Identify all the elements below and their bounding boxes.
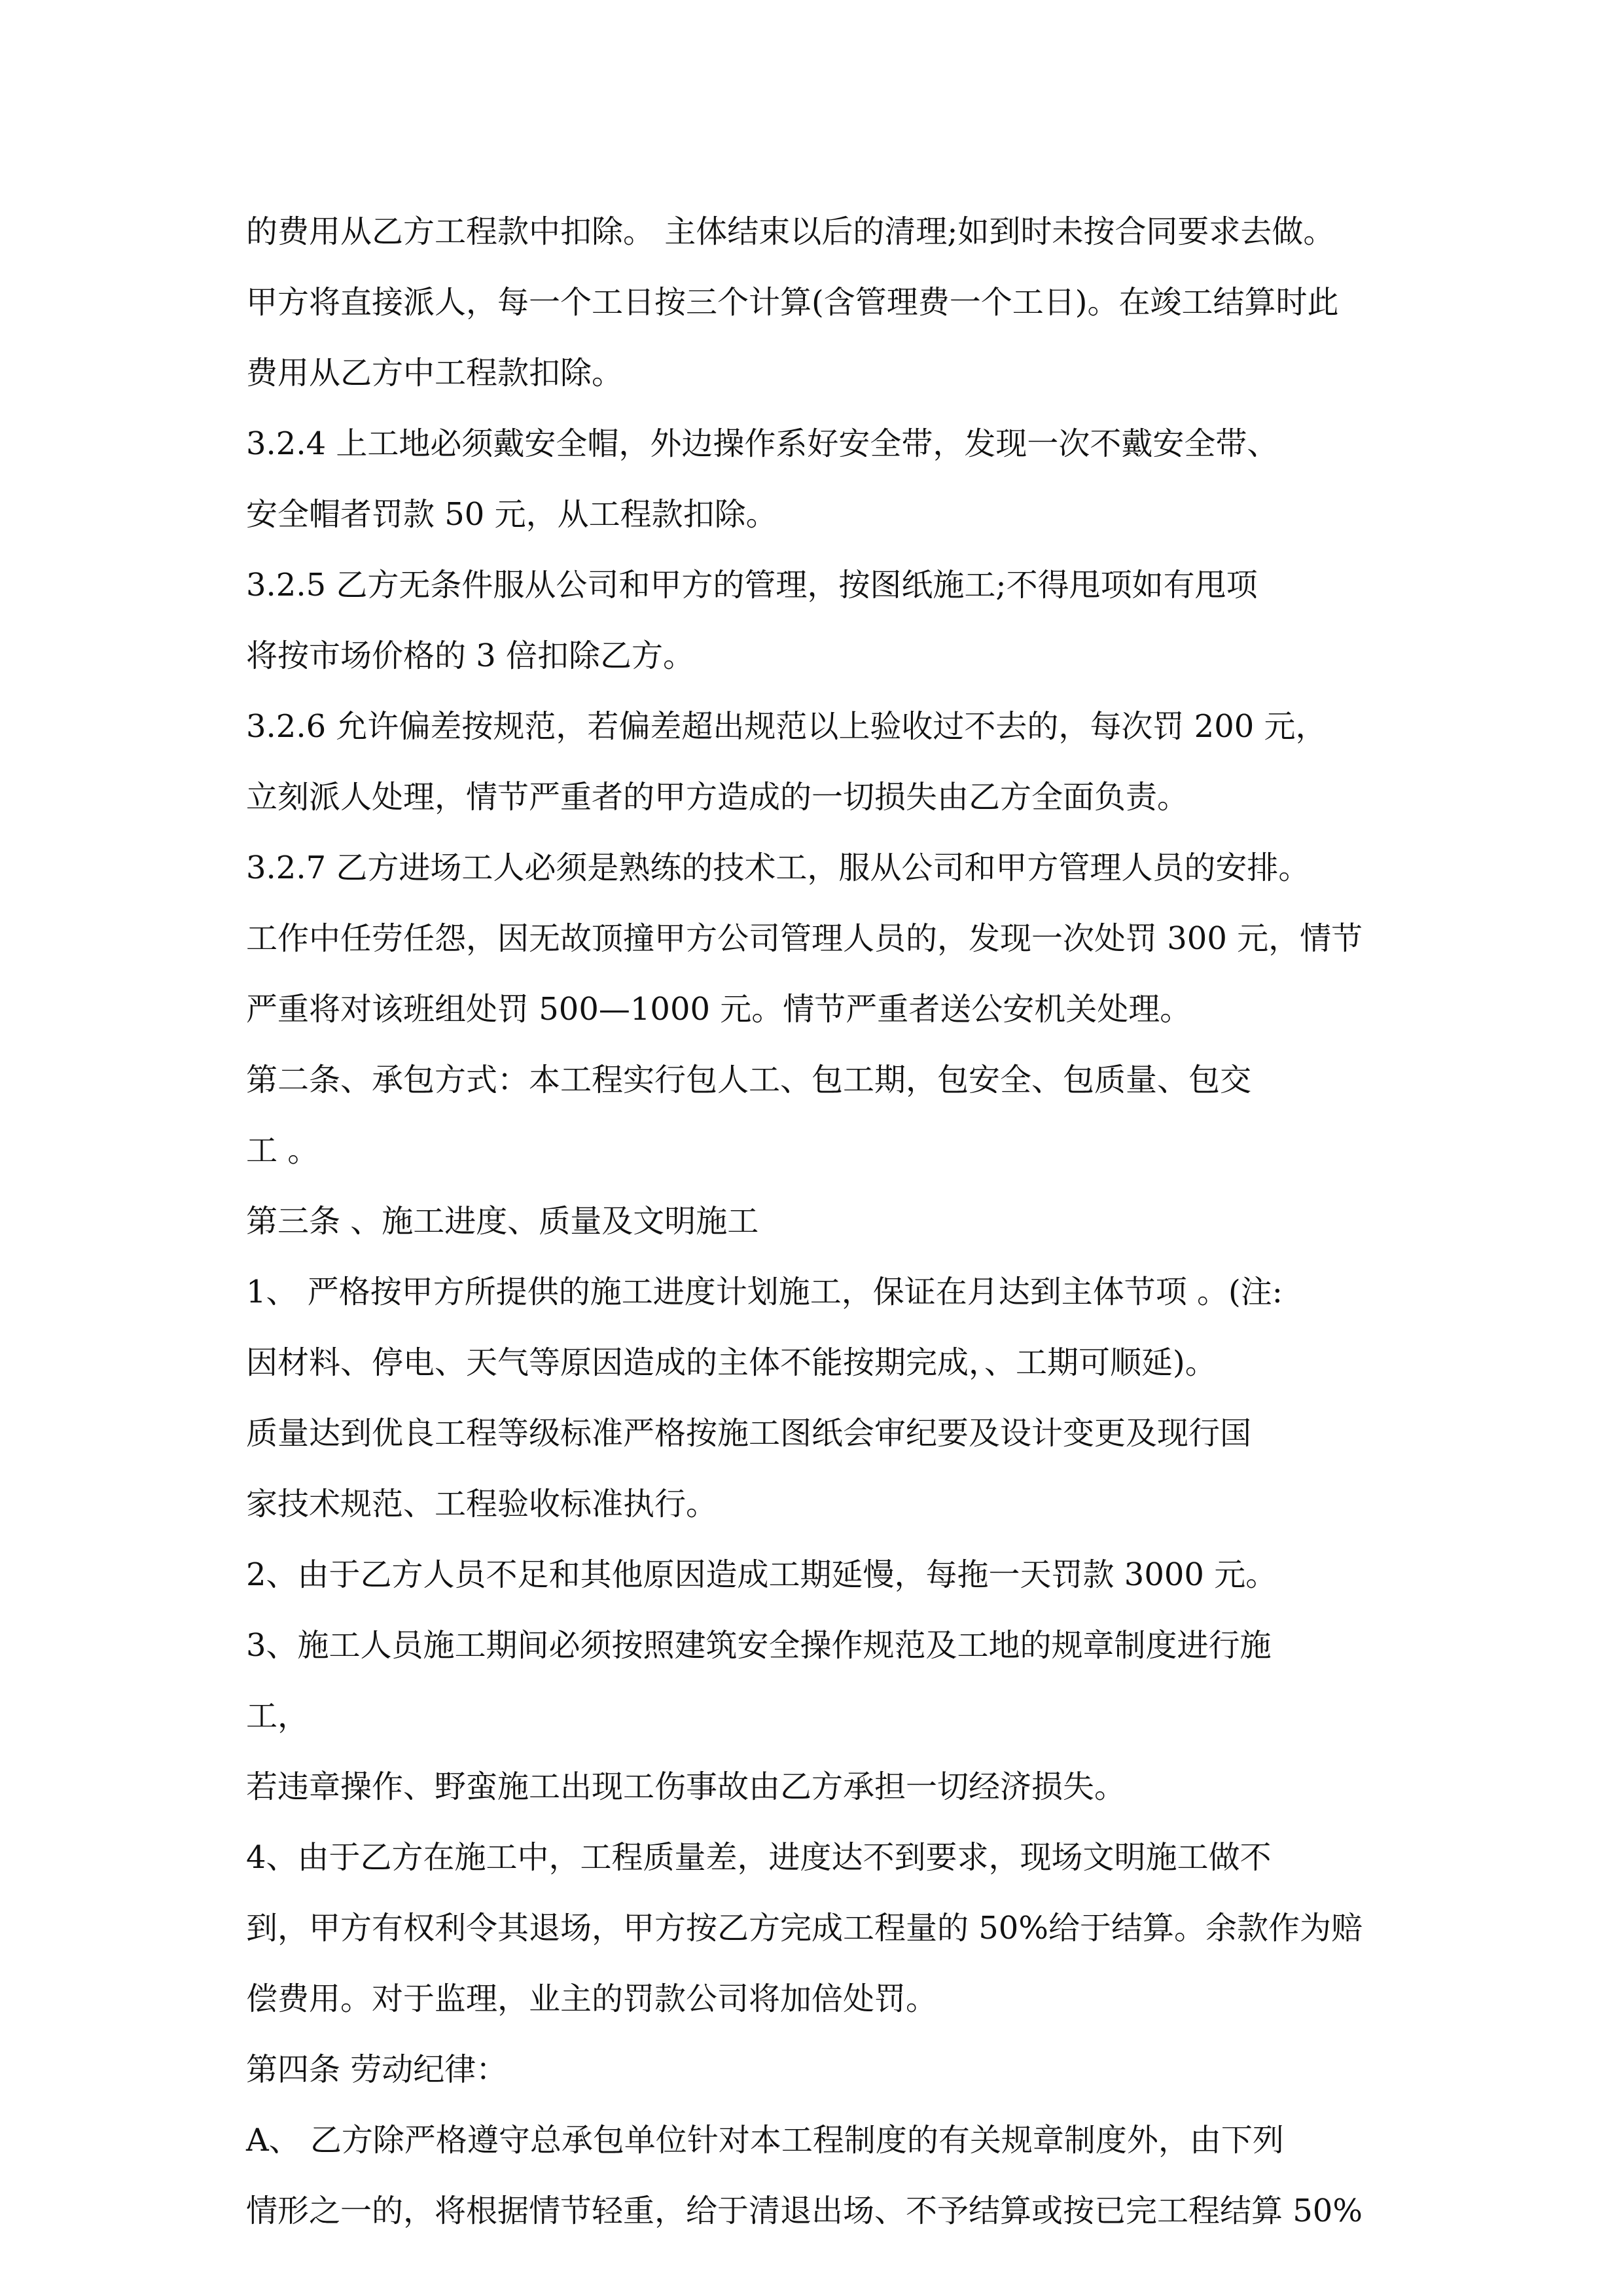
text-line: 立刻派人处理，情节严重者的甲方造成的一切损失由乙方全面负责。 bbox=[246, 779, 1189, 816]
text-line: 的费用从乙方工程款中扣除。 主体结束以后的清理;如到时未按合同要求去做。 bbox=[246, 213, 1335, 250]
text-line: 3.2.4 上工地必须戴安全帽，外边操作系好安全带，发现一次不戴安全带、 bbox=[246, 425, 1279, 462]
text-line: 费用从乙方中工程款扣除。 bbox=[246, 355, 624, 391]
document-body bbox=[246, 196, 1411, 2246]
text-line: 甲方将直接派人，每一个工日按三个计算(含管理费一个工日)。在竣工结算时此 bbox=[246, 284, 1339, 321]
text-line: 3.2.5 乙方无条件服从公司和甲方的管理，按图纸施工;不得甩项如有甩项 bbox=[246, 567, 1258, 603]
text-line: 工， bbox=[246, 1698, 310, 1734]
text-line: 安全帽者罚款 50 元，从工程款扣除。 bbox=[246, 496, 777, 533]
text-line: 家技术规范、工程验收标准执行。 bbox=[246, 1486, 718, 1522]
text-line: 1、 严格按甲方所提供的施工进度计划施工，保证在月达到主体节项 。(注: bbox=[246, 1274, 1283, 1310]
text-line: 若违章操作、野蛮施工出现工伤事故由乙方承担一切经济损失。 bbox=[246, 1768, 1126, 1805]
text-line: 3.2.6 允许偏差按规范，若偏差超出规范以上验收过不去的，每次罚 200 元， bbox=[246, 708, 1327, 745]
text-line: 3.2.7 乙方进场工人必须是熟练的技术工，服从公司和甲方管理人员的安排。 bbox=[246, 850, 1310, 886]
text-line: 2、由于乙方人员不足和其他原因造成工期延慢，每拖一天罚款 3000 元。 bbox=[246, 1556, 1277, 1593]
text-line: 严重将对该班组处罚 500—1000 元。情节严重者送公安机关处理。 bbox=[246, 991, 1192, 1028]
text-line: 到，甲方有权利令其退场，甲方按乙方完成工程量的 50%给于结算。余款作为赔 bbox=[246, 1910, 1363, 1946]
text-line: 偿费用。对于监理，业主的罚款公司将加倍处罚。 bbox=[246, 1981, 938, 2017]
text-line: 因材料、停电、天气等原因造成的主体不能按期完成，、工期可顺延)。 bbox=[246, 1344, 1217, 1381]
text-line: 将按市场价格的 3 倍扣除乙方。 bbox=[246, 637, 695, 674]
text-line: 质量达到优良工程等级标准严格按施工图纸会审纪要及设计变更及现行国 bbox=[246, 1415, 1252, 1452]
text-line: 工 。 bbox=[246, 1132, 319, 1169]
text-line: 工作中任劳任怨，因无故顶撞甲方公司管理人员的，发现一次处罚 300 元，情节 bbox=[246, 920, 1363, 957]
text-line: 4、由于乙方在施工中，工程质量差，进度达不到要求，现场文明施工做不 bbox=[246, 1839, 1272, 1876]
text-line: 第二条、承包方式：本工程实行包人工、包工期，包安全、包质量、包交 bbox=[246, 1062, 1252, 1098]
text-line: 第四条 劳动纪律： bbox=[246, 2051, 508, 2088]
text-line: 情形之一的，将根据情节轻重，给于清退出场、不予结算或按已完工程结算 50% bbox=[246, 2193, 1363, 2229]
text-line: A、 乙方除严格遵守总承包单位针对本工程制度的有关规章制度外，由下列 bbox=[246, 2122, 1284, 2159]
text-line: 3、施工人员施工期间必须按照建筑安全操作规范及工地的规章制度进行施 bbox=[246, 1627, 1272, 1664]
text-line: 第三条 、施工进度、质量及文明施工 bbox=[246, 1203, 759, 1240]
